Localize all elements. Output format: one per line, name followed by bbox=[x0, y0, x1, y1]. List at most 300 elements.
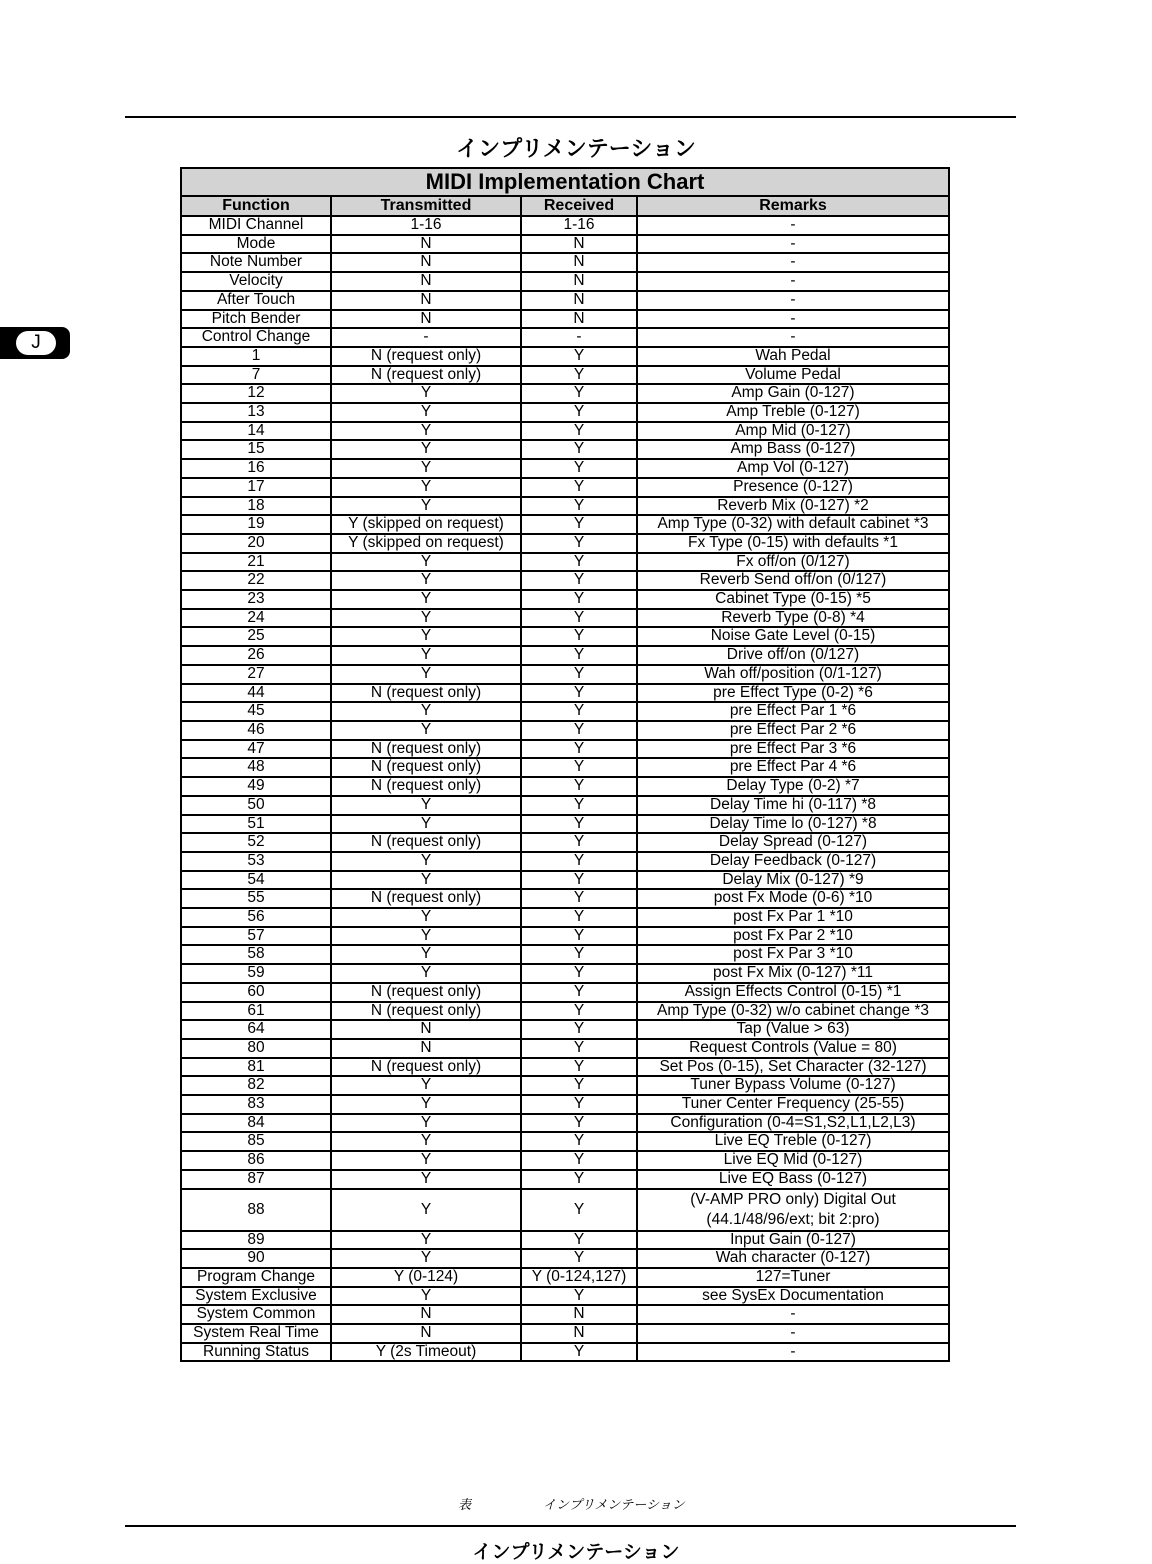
remarks-cell: Delay Feedback (0-127) bbox=[637, 852, 949, 871]
remarks-cell: - bbox=[637, 1305, 949, 1324]
table-row bbox=[181, 609, 949, 628]
table-row bbox=[181, 815, 949, 834]
function-cell: 48 bbox=[181, 758, 331, 777]
received-cell: Y bbox=[521, 777, 637, 796]
remarks-cell: Live EQ Mid (0-127) bbox=[637, 1151, 949, 1170]
remarks-cell: Noise Gate Level (0-15) bbox=[637, 627, 949, 646]
received-cell: Y bbox=[521, 609, 637, 628]
table-row bbox=[181, 1268, 949, 1287]
received-cell: Y bbox=[521, 1076, 637, 1095]
remarks-cell: pre Effect Par 1 *6 bbox=[637, 702, 949, 721]
transmitted-cell: Y bbox=[331, 665, 521, 684]
function-cell: 19 bbox=[181, 515, 331, 534]
table-row bbox=[181, 216, 949, 235]
table-row bbox=[181, 758, 949, 777]
function-cell: 16 bbox=[181, 459, 331, 478]
table-row bbox=[181, 515, 949, 534]
remarks-cell: Reverb Send off/on (0/127) bbox=[637, 571, 949, 590]
table-row bbox=[181, 384, 949, 403]
remarks-cell: pre Effect Par 2 *6 bbox=[637, 721, 949, 740]
function-cell: System Common bbox=[181, 1305, 331, 1324]
transmitted-cell: Y bbox=[331, 609, 521, 628]
table-row bbox=[181, 1076, 949, 1095]
received-cell: Y bbox=[521, 1231, 637, 1250]
function-cell: 26 bbox=[181, 646, 331, 665]
received-cell: Y bbox=[521, 889, 637, 908]
function-cell: 86 bbox=[181, 1151, 331, 1170]
remarks-cell: Tuner Center Frequency (25-55) bbox=[637, 1095, 949, 1114]
remarks-cell: Request Controls (Value = 80) bbox=[637, 1039, 949, 1058]
function-cell: 90 bbox=[181, 1249, 331, 1268]
remarks-cell: Delay Type (0-2) *7 bbox=[637, 777, 949, 796]
remarks-cell: Amp Bass (0-127) bbox=[637, 440, 949, 459]
received-cell: Y bbox=[521, 347, 637, 366]
received-cell: Y bbox=[521, 1002, 637, 1021]
remarks-cell: (V-AMP PRO only) Digital Out (44.1/48/96/ext; bit 2:pro) bbox=[637, 1189, 949, 1231]
table-row bbox=[181, 1132, 949, 1151]
transmitted-cell: Y bbox=[331, 927, 521, 946]
transmitted-cell: Y bbox=[331, 646, 521, 665]
remarks-cell: post Fx Par 2 *10 bbox=[637, 927, 949, 946]
received-cell: N bbox=[521, 291, 637, 310]
transmitted-cell: N (request only) bbox=[331, 684, 521, 703]
transmitted-cell: N bbox=[331, 1020, 521, 1039]
remarks-cell: pre Effect Par 3 *6 bbox=[637, 740, 949, 759]
received-cell: Y bbox=[521, 553, 637, 572]
function-cell: 60 bbox=[181, 983, 331, 1002]
caption-text: インプリメンテーション bbox=[543, 1498, 685, 1513]
transmitted-cell: N bbox=[331, 1324, 521, 1343]
midi-implementation-table bbox=[180, 167, 950, 1362]
function-cell: 59 bbox=[181, 964, 331, 983]
function-cell: 58 bbox=[181, 945, 331, 964]
function-cell: 15 bbox=[181, 440, 331, 459]
function-cell: 53 bbox=[181, 852, 331, 871]
header-function: Function bbox=[181, 196, 331, 216]
transmitted-cell: N (request only) bbox=[331, 777, 521, 796]
table-row bbox=[181, 889, 949, 908]
function-cell: After Touch bbox=[181, 291, 331, 310]
transmitted-cell: Y bbox=[331, 1249, 521, 1268]
function-cell: 54 bbox=[181, 871, 331, 890]
received-cell: Y bbox=[521, 796, 637, 815]
received-cell: Y bbox=[521, 815, 637, 834]
remarks-cell: Wah off/position (0/1-127) bbox=[637, 665, 949, 684]
function-cell: MIDI Channel bbox=[181, 216, 331, 235]
transmitted-cell: Y bbox=[331, 1114, 521, 1133]
remarks-cell: see SysEx Documentation bbox=[637, 1287, 949, 1306]
transmitted-cell: Y bbox=[331, 590, 521, 609]
remarks-cell: - bbox=[637, 235, 949, 254]
function-cell: 83 bbox=[181, 1095, 331, 1114]
transmitted-cell: N (request only) bbox=[331, 1002, 521, 1021]
table-row bbox=[181, 1343, 949, 1362]
received-cell: Y bbox=[521, 1020, 637, 1039]
transmitted-cell: Y (0-124) bbox=[331, 1268, 521, 1287]
remarks-cell: Fx off/on (0/127) bbox=[637, 553, 949, 572]
remarks-cell: Input Gain (0-127) bbox=[637, 1231, 949, 1250]
function-cell: 61 bbox=[181, 1002, 331, 1021]
table-row bbox=[181, 1020, 949, 1039]
transmitted-cell: Y bbox=[331, 1132, 521, 1151]
remarks-cell: Delay Time hi (0-117) *8 bbox=[637, 796, 949, 815]
table-row bbox=[181, 1039, 949, 1058]
received-cell: Y bbox=[521, 571, 637, 590]
table-row bbox=[181, 291, 949, 310]
remarks-cell: post Fx Mix (0-127) *11 bbox=[637, 964, 949, 983]
received-cell: Y bbox=[521, 459, 637, 478]
function-cell: 89 bbox=[181, 1231, 331, 1250]
function-cell: 45 bbox=[181, 702, 331, 721]
received-cell: Y bbox=[521, 1287, 637, 1306]
table-row bbox=[181, 796, 949, 815]
received-cell: Y bbox=[521, 1189, 637, 1231]
received-cell: Y bbox=[521, 871, 637, 890]
remarks-cell: Amp Treble (0-127) bbox=[637, 403, 949, 422]
function-cell: Velocity bbox=[181, 272, 331, 291]
table-row bbox=[181, 1231, 949, 1250]
received-cell: Y bbox=[521, 964, 637, 983]
transmitted-cell: N (request only) bbox=[331, 983, 521, 1002]
table-row bbox=[181, 740, 949, 759]
received-cell: Y bbox=[521, 927, 637, 946]
table-row bbox=[181, 440, 949, 459]
received-cell: Y bbox=[521, 1058, 637, 1077]
header-remarks: Remarks bbox=[637, 196, 949, 216]
transmitted-cell: N bbox=[331, 272, 521, 291]
remarks-cell: post Fx Par 3 *10 bbox=[637, 945, 949, 964]
remarks-cell: - bbox=[637, 272, 949, 291]
remarks-cell: Wah Pedal bbox=[637, 347, 949, 366]
table-row bbox=[181, 852, 949, 871]
remarks-cell: Delay Time lo (0-127) *8 bbox=[637, 815, 949, 834]
transmitted-cell: Y bbox=[331, 908, 521, 927]
remarks-cell: Delay Mix (0-127) *9 bbox=[637, 871, 949, 890]
received-cell: N bbox=[521, 310, 637, 329]
received-cell: Y bbox=[521, 366, 637, 385]
received-cell: - bbox=[521, 328, 637, 347]
function-cell: 55 bbox=[181, 889, 331, 908]
function-cell: 80 bbox=[181, 1039, 331, 1058]
function-cell: 25 bbox=[181, 627, 331, 646]
function-cell: 64 bbox=[181, 1020, 331, 1039]
function-cell: 18 bbox=[181, 497, 331, 516]
received-cell: Y (0-124,127) bbox=[521, 1268, 637, 1287]
remarks-cell: post Fx Par 1 *10 bbox=[637, 908, 949, 927]
header-transmitted: Transmitted bbox=[331, 196, 521, 216]
remarks-cell: pre Effect Type (0-2) *6 bbox=[637, 684, 949, 703]
transmitted-cell: Y bbox=[331, 1076, 521, 1095]
remarks-cell: Amp Type (0-32) w/o cabinet change *3 bbox=[637, 1002, 949, 1021]
table-row bbox=[181, 1249, 949, 1268]
received-cell: Y bbox=[521, 1170, 637, 1189]
remarks-cell: Amp Vol (0-127) bbox=[637, 459, 949, 478]
function-cell: Pitch Bender bbox=[181, 310, 331, 329]
function-cell: 84 bbox=[181, 1114, 331, 1133]
transmitted-cell: Y bbox=[331, 852, 521, 871]
transmitted-cell: Y bbox=[331, 422, 521, 441]
function-cell: 50 bbox=[181, 796, 331, 815]
table-row bbox=[181, 1095, 949, 1114]
transmitted-cell: Y bbox=[331, 702, 521, 721]
transmitted-cell: N bbox=[331, 235, 521, 254]
table-row bbox=[181, 665, 949, 684]
table-row bbox=[181, 497, 949, 516]
header-received: Received bbox=[521, 196, 637, 216]
table-row bbox=[181, 571, 949, 590]
function-cell: 20 bbox=[181, 534, 331, 553]
received-cell: Y bbox=[521, 646, 637, 665]
transmitted-cell: Y bbox=[331, 1189, 521, 1231]
table-row bbox=[181, 478, 949, 497]
received-cell: Y bbox=[521, 852, 637, 871]
received-cell: Y bbox=[521, 534, 637, 553]
transmitted-cell: Y bbox=[331, 1170, 521, 1189]
received-cell: Y bbox=[521, 758, 637, 777]
table-row bbox=[181, 721, 949, 740]
function-cell: 13 bbox=[181, 403, 331, 422]
transmitted-cell: Y bbox=[331, 1231, 521, 1250]
remarks-cell: Cabinet Type (0-15) *5 bbox=[637, 590, 949, 609]
received-cell: Y bbox=[521, 908, 637, 927]
function-cell: 12 bbox=[181, 384, 331, 403]
table-row bbox=[181, 927, 949, 946]
function-cell: 1 bbox=[181, 347, 331, 366]
footer-heading: インプリメンテーション bbox=[472, 1541, 680, 1563]
transmitted-cell: N (request only) bbox=[331, 833, 521, 852]
table-row bbox=[181, 1058, 949, 1077]
transmitted-cell: Y bbox=[331, 627, 521, 646]
remarks-cell: - bbox=[637, 216, 949, 235]
transmitted-cell: N bbox=[331, 310, 521, 329]
function-cell: 47 bbox=[181, 740, 331, 759]
remarks-cell: Tuner Bypass Volume (0-127) bbox=[637, 1076, 949, 1095]
language-tab-label: J bbox=[16, 331, 56, 355]
transmitted-cell: 1-16 bbox=[331, 216, 521, 235]
transmitted-cell: Y bbox=[331, 553, 521, 572]
table-row bbox=[181, 627, 949, 646]
table-row bbox=[181, 1324, 949, 1343]
received-cell: Y bbox=[521, 665, 637, 684]
function-cell: 17 bbox=[181, 478, 331, 497]
received-cell: Y bbox=[521, 702, 637, 721]
remarks-cell: pre Effect Par 4 *6 bbox=[637, 758, 949, 777]
table-row bbox=[181, 1151, 949, 1170]
remarks-cell: - bbox=[637, 253, 949, 272]
received-cell: Y bbox=[521, 497, 637, 516]
table-body bbox=[181, 216, 949, 1361]
remarks-cell: - bbox=[637, 1324, 949, 1343]
transmitted-cell: N (request only) bbox=[331, 1058, 521, 1077]
transmitted-cell: N bbox=[331, 253, 521, 272]
transmitted-cell: Y bbox=[331, 571, 521, 590]
table-row bbox=[181, 553, 949, 572]
table-row bbox=[181, 366, 949, 385]
function-cell: System Exclusive bbox=[181, 1287, 331, 1306]
caption-label: 表 bbox=[458, 1498, 472, 1513]
remarks-cell: Fx Type (0-15) with defaults *1 bbox=[637, 534, 949, 553]
received-cell: N bbox=[521, 253, 637, 272]
received-cell: Y bbox=[521, 1114, 637, 1133]
remarks-cell: Tap (Value > 63) bbox=[637, 1020, 949, 1039]
function-cell: 21 bbox=[181, 553, 331, 572]
remarks-cell: - bbox=[637, 1343, 949, 1362]
received-cell: Y bbox=[521, 1039, 637, 1058]
received-cell: Y bbox=[521, 1151, 637, 1170]
function-cell: 85 bbox=[181, 1132, 331, 1151]
remarks-cell: 127=Tuner bbox=[637, 1268, 949, 1287]
remarks-cell: Volume Pedal bbox=[637, 366, 949, 385]
function-cell: 14 bbox=[181, 422, 331, 441]
received-cell: Y bbox=[521, 478, 637, 497]
table-row bbox=[181, 983, 949, 1002]
transmitted-cell: N (request only) bbox=[331, 758, 521, 777]
transmitted-cell: Y bbox=[331, 964, 521, 983]
language-tab bbox=[0, 327, 70, 359]
table-row bbox=[181, 646, 949, 665]
function-cell: Control Change bbox=[181, 328, 331, 347]
function-cell: 49 bbox=[181, 777, 331, 796]
received-cell: Y bbox=[521, 983, 637, 1002]
table-row bbox=[181, 403, 949, 422]
remarks-cell: Live EQ Bass (0-127) bbox=[637, 1170, 949, 1189]
table-row bbox=[181, 833, 949, 852]
table-row bbox=[181, 235, 949, 254]
received-cell: Y bbox=[521, 721, 637, 740]
transmitted-cell: Y bbox=[331, 721, 521, 740]
transmitted-cell: N (request only) bbox=[331, 366, 521, 385]
received-cell: N bbox=[521, 1305, 637, 1324]
table-row bbox=[181, 964, 949, 983]
transmitted-cell: Y bbox=[331, 1095, 521, 1114]
function-cell: 56 bbox=[181, 908, 331, 927]
transmitted-cell: N bbox=[331, 1039, 521, 1058]
table-row bbox=[181, 684, 949, 703]
transmitted-cell: N bbox=[331, 1305, 521, 1324]
remarks-cell: Wah character (0-127) bbox=[637, 1249, 949, 1268]
remarks-cell: Presence (0-127) bbox=[637, 478, 949, 497]
table-row bbox=[181, 1305, 949, 1324]
function-cell: 7 bbox=[181, 366, 331, 385]
received-cell: Y bbox=[521, 1249, 637, 1268]
transmitted-cell: Y bbox=[331, 384, 521, 403]
remarks-cell: Set Pos (0-15), Set Character (32-127) bbox=[637, 1058, 949, 1077]
received-cell: Y bbox=[521, 403, 637, 422]
function-cell: Note Number bbox=[181, 253, 331, 272]
function-cell: 52 bbox=[181, 833, 331, 852]
transmitted-cell: N (request only) bbox=[331, 347, 521, 366]
remarks-cell: Drive off/on (0/127) bbox=[637, 646, 949, 665]
remarks-cell: Amp Mid (0-127) bbox=[637, 422, 949, 441]
function-cell: 27 bbox=[181, 665, 331, 684]
remarks-cell: Live EQ Treble (0-127) bbox=[637, 1132, 949, 1151]
received-cell: 1-16 bbox=[521, 216, 637, 235]
transmitted-cell: N bbox=[331, 291, 521, 310]
page-heading: インプリメンテーション bbox=[456, 137, 696, 162]
transmitted-cell: Y bbox=[331, 871, 521, 890]
transmitted-cell: Y bbox=[331, 1287, 521, 1306]
transmitted-cell: Y bbox=[331, 459, 521, 478]
received-cell: Y bbox=[521, 590, 637, 609]
table-row bbox=[181, 702, 949, 721]
received-cell: N bbox=[521, 235, 637, 254]
function-cell: 87 bbox=[181, 1170, 331, 1189]
received-cell: Y bbox=[521, 515, 637, 534]
function-cell: Mode bbox=[181, 235, 331, 254]
remarks-cell: Delay Spread (0-127) bbox=[637, 833, 949, 852]
received-cell: Y bbox=[521, 740, 637, 759]
transmitted-cell: Y bbox=[331, 815, 521, 834]
function-cell: 23 bbox=[181, 590, 331, 609]
remarks-cell: Configuration (0-4=S1,S2,L1,L2,L3) bbox=[637, 1114, 949, 1133]
table-row bbox=[181, 1002, 949, 1021]
function-cell: 82 bbox=[181, 1076, 331, 1095]
function-cell: 22 bbox=[181, 571, 331, 590]
received-cell: N bbox=[521, 272, 637, 291]
transmitted-cell: Y bbox=[331, 403, 521, 422]
table-row bbox=[181, 347, 949, 366]
table-row bbox=[181, 1170, 949, 1189]
remarks-cell: - bbox=[637, 310, 949, 329]
received-cell: Y bbox=[521, 422, 637, 441]
remarks-cell: Amp Type (0-32) with default cabinet *3 bbox=[637, 515, 949, 534]
received-cell: Y bbox=[521, 945, 637, 964]
function-cell: 46 bbox=[181, 721, 331, 740]
transmitted-cell: N (request only) bbox=[331, 889, 521, 908]
transmitted-cell: Y bbox=[331, 945, 521, 964]
remarks-cell: Assign Effects Control (0-15) *1 bbox=[637, 983, 949, 1002]
table-row bbox=[181, 310, 949, 329]
transmitted-cell: Y (skipped on request) bbox=[331, 534, 521, 553]
received-cell: Y bbox=[521, 833, 637, 852]
transmitted-cell: N (request only) bbox=[331, 740, 521, 759]
table-row bbox=[181, 253, 949, 272]
remarks-cell: - bbox=[637, 291, 949, 310]
received-cell: Y bbox=[521, 627, 637, 646]
received-cell: Y bbox=[521, 440, 637, 459]
table-row bbox=[181, 871, 949, 890]
remarks-cell: Reverb Mix (0-127) *2 bbox=[637, 497, 949, 516]
function-cell: Program Change bbox=[181, 1268, 331, 1287]
function-cell: 57 bbox=[181, 927, 331, 946]
received-cell: Y bbox=[521, 684, 637, 703]
top-rule bbox=[125, 116, 1016, 118]
transmitted-cell: Y (2s Timeout) bbox=[331, 1343, 521, 1362]
table-row bbox=[181, 1114, 949, 1133]
received-cell: Y bbox=[521, 384, 637, 403]
table-row bbox=[181, 459, 949, 478]
remarks-cell: Reverb Type (0-8) *4 bbox=[637, 609, 949, 628]
received-cell: N bbox=[521, 1324, 637, 1343]
table-row bbox=[181, 534, 949, 553]
transmitted-cell: Y bbox=[331, 478, 521, 497]
table-row bbox=[181, 328, 949, 347]
function-cell: System Real Time bbox=[181, 1324, 331, 1343]
function-cell: 24 bbox=[181, 609, 331, 628]
table-title: MIDI Implementation Chart bbox=[181, 168, 949, 196]
remarks-cell: Amp Gain (0-127) bbox=[637, 384, 949, 403]
table-row bbox=[181, 590, 949, 609]
received-cell: Y bbox=[521, 1132, 637, 1151]
function-cell: 88 bbox=[181, 1189, 331, 1231]
table-row bbox=[181, 777, 949, 796]
transmitted-cell: - bbox=[331, 328, 521, 347]
bottom-rule bbox=[125, 1525, 1016, 1527]
function-cell: 44 bbox=[181, 684, 331, 703]
remarks-cell: post Fx Mode (0-6) *10 bbox=[637, 889, 949, 908]
function-cell: 51 bbox=[181, 815, 331, 834]
transmitted-cell: Y bbox=[331, 440, 521, 459]
